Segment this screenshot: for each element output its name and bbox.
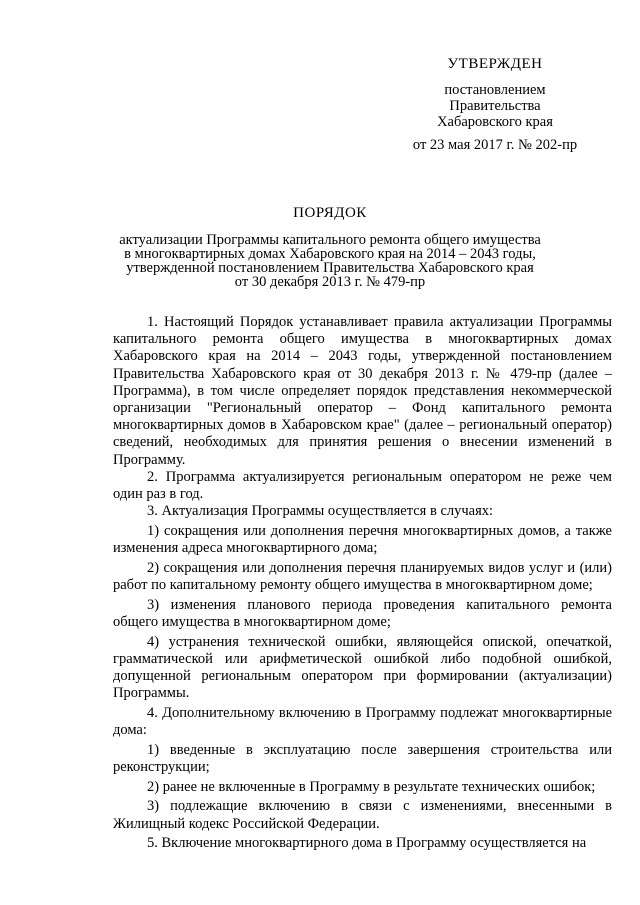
paragraph: 3. Актуализация Программы осуществляется в случаях: <box>147 503 494 520</box>
subtitle-line: в многоквартирных домах Хабаровского края на 2014 – 2043 годы, <box>124 246 536 262</box>
title-block <box>60 205 600 289</box>
list-item: 3) изменения планового периода проведения капитального ремонта общего имущества в многоквартирном доме; <box>113 596 612 630</box>
list-item: 2) сокращения или дополнения перечня планируемых видов услуг и (или) работ по капитальному ремонту общего имущества в многоквартирном доме; <box>113 559 612 594</box>
subtitle-line: утвержденной постановлением Правительства Хабаровского края <box>126 260 534 276</box>
list-item: 1) сокращения или дополнения перечня многоквартирных домов, а также изменения адреса многоквартирного дома; <box>113 522 612 557</box>
approval-line: Хабаровского края <box>437 114 553 130</box>
approval-line: Правительства <box>449 98 541 114</box>
approval-line: постановлением <box>444 82 546 98</box>
list-item: 4) устранения технической ошибки, являющейся опиской, опечаткой, грамматической или арифметической ошибкой либо подобной ошибкой, допущенной региональным оператором при формировании (актуализации) Программы. <box>113 633 612 702</box>
paragraph: 2. Программа актуализируется региональным оператором не реже чем один раз в год. <box>113 468 612 503</box>
list-item: 2) ранее не включенные в Программу в результате технических ошибок; <box>147 778 596 795</box>
list-item: 3) подлежащие включению в связи с изменениями, внесенными в Жилищный кодекс Российской Федерации. <box>113 798 612 832</box>
subtitle-line: от 30 декабря 2013 г. № 479-пр <box>234 274 426 290</box>
approval-block <box>400 56 590 153</box>
paragraph: 5. Включение многоквартирного дома в Программу осуществляется на <box>147 835 587 852</box>
paragraph: 1. Настоящий Порядок устанавливает правила актуализации Программы капитального ремонта общего имущества в многоквартирных домах Хабаровского края на 2014 – 2043 годы, утвержденной постановлением Правительства Хабаровского края от 30 декабря 2013 г. № 479-пр (далее – Программа), в том числе определяет порядок представления некоммерческой организации "Региональный оператор – Фонд капитального ремонта многоквартирных домов в Хабаровском крае" (далее – региональный оператор) сведений, необходимых для принятия решения о внесении изменений в Программу. <box>113 314 612 468</box>
list-item: 1) введенные в эксплуатацию после завершения строительства или реконструкции; <box>113 741 612 776</box>
approval-date-number: от 23 мая 2017 г. № 202-пр <box>412 137 578 153</box>
subtitle-line: актуализации Программы капитального ремонта общего имущества <box>119 232 541 248</box>
approval-heading: УТВЕРЖДЕН <box>447 56 543 72</box>
paragraph: 4. Дополнительному включению в Программу подлежат многоквартирные дома: <box>113 704 612 739</box>
document-title: ПОРЯДОК <box>293 205 367 221</box>
document-body <box>113 314 612 853</box>
